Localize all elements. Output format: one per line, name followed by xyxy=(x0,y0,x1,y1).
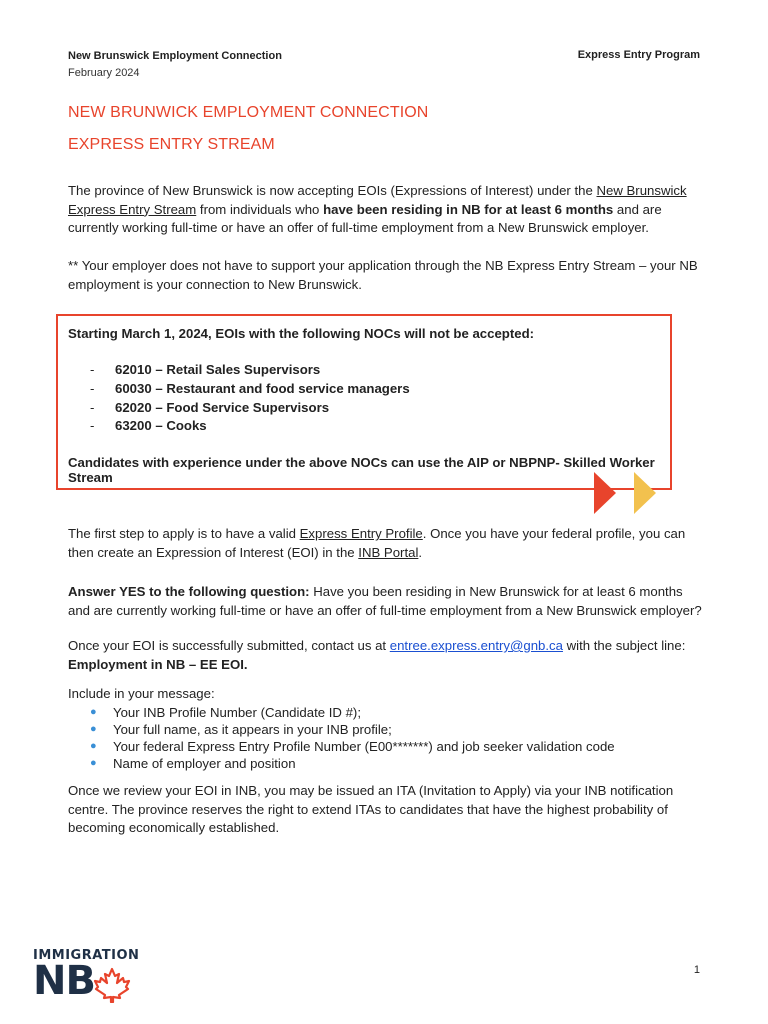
noc-item-text: 62020 – Food Service Supervisors xyxy=(115,399,330,415)
header-left xyxy=(68,49,282,81)
answer-text: Have you been residing in New Brunswick for at least 6 months and are currently working full-time or have an offer of full-time employment from a New Brunswick employer? xyxy=(68,584,702,618)
noc-notice-box xyxy=(56,314,672,490)
noc-item-text: 62010 – Retail Sales Supervisors xyxy=(115,362,321,377)
red-arrow-icon xyxy=(594,472,616,514)
express-entry-profile-link[interactable]: Express Entry Profile xyxy=(299,526,423,541)
noc-list-item: - 62010 – Retail Sales Supervisors xyxy=(90,362,321,377)
include-list-item xyxy=(68,704,708,721)
header-program: Express Entry Program xyxy=(577,49,700,61)
noc-list-item: - 60030 – Restaurant and food service managers xyxy=(90,380,410,396)
first-step-text-1: The first step to apply is to have a valid xyxy=(68,526,300,541)
first-step-text-3: . xyxy=(418,544,423,560)
noc-item-text: 63200 – Cooks xyxy=(115,418,207,434)
logo-nb: NB xyxy=(33,958,95,1004)
noc-item-text: 60030 – Restaurant and food service managers xyxy=(115,380,410,396)
document-subtitle: EXPRESS ENTRY STREAM xyxy=(68,136,275,153)
bullet-icon: ● xyxy=(90,757,97,770)
notice-heading: Starting March 1, 2024, EOIs with the following NOCs will not be accepted: xyxy=(68,326,535,341)
employer-note: ** Your employer does not have to support your application through the NB Express Entry Stream – your NB employment is your connection to New Brunswick. xyxy=(68,258,698,292)
contact-text-1: Once your EOI is successfully submitted, contact us at xyxy=(68,638,390,653)
noc-list-item: - 62020 – Food Service Supervisors xyxy=(90,399,330,415)
include-item-text: Name of employer and position xyxy=(113,756,296,772)
include-item-text: Your federal Express Entry Profile Number (E00*******) and job seeker validation code xyxy=(113,738,615,754)
intro-paragraph xyxy=(68,182,708,238)
include-list xyxy=(68,704,708,773)
answer-paragraph xyxy=(68,583,708,620)
include-item-text: Your INB Profile Number (Candidate ID #); xyxy=(113,704,361,720)
include-list-item xyxy=(68,755,708,772)
include-intro: Include in your message: xyxy=(68,686,215,701)
intro-bold: have been residing in NB for at least 6 months xyxy=(323,201,614,217)
bullet-icon: ● xyxy=(90,705,97,718)
contact-text-2: with the subject line: xyxy=(562,638,686,653)
notice-footer: Candidates with experience under the above NOCs can use the AIP or NBPNP- Skilled Worker Stream xyxy=(68,455,655,485)
include-list-item xyxy=(68,738,708,755)
include-list-item xyxy=(68,721,708,738)
first-step-text-2: . Once you have your federal profile, you can then create an Expression of Interest (EOI) in the xyxy=(68,526,686,560)
logo-word: IMMIGRATION xyxy=(33,948,140,963)
answer-bold: Answer YES to the following question: xyxy=(68,584,310,599)
intro-text-2: from individuals who xyxy=(196,201,324,217)
review-paragraph: Once we review your EOI in INB, you may be issued an ITA (Invitation to Apply) via your INB notification centre. The province reserves the right to extend ITAs to candidates that have the highest probability of becoming economically established. xyxy=(68,783,674,835)
header-date: February 2024 xyxy=(68,67,140,79)
contact-paragraph xyxy=(68,637,708,674)
nb-express-entry-link[interactable]: New Brunswick Express Entry Stream xyxy=(68,183,687,217)
immigration-nb-logo xyxy=(33,948,140,1004)
intro-text-3: and are currently working full-time or have an offer of full-time employment from a New Brunswick employer. xyxy=(68,201,662,235)
first-step-paragraph xyxy=(68,525,708,562)
include-item-text: Your full name, as it appears in your INB profile; xyxy=(113,721,392,737)
bullet-icon: ● xyxy=(90,722,97,735)
bullet-icon: ● xyxy=(90,739,97,752)
inb-portal-link[interactable]: INB Portal xyxy=(358,544,419,560)
intro-text-1: The province of New Brunswick is now accepting EOIs (Expressions of Interest) under the xyxy=(68,183,597,198)
email-link[interactable]: entree.express.entry@gnb.ca xyxy=(389,638,563,653)
noc-list xyxy=(68,361,410,436)
noc-list-item: - 63200 – Cooks xyxy=(90,418,207,434)
page-number: 1 xyxy=(693,964,700,976)
document-title: NEW BRUNWICK EMPLOYMENT CONNECTION xyxy=(68,104,429,121)
subject-line: Employment in NB – EE EOI. xyxy=(68,656,248,672)
maple-leaf-icon xyxy=(93,967,131,1003)
yellow-arrow-icon xyxy=(634,472,656,514)
header-org: New Brunswick Employment Connection xyxy=(68,50,282,62)
include-section xyxy=(68,685,708,772)
